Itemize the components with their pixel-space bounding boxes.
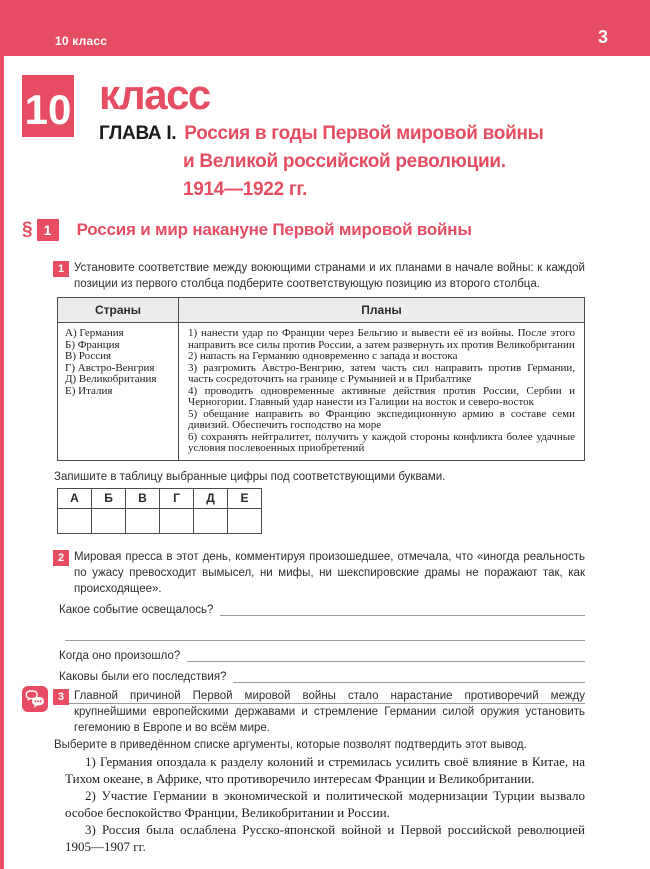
page-number: 3 [597, 27, 608, 47]
answer-letters-row [58, 488, 262, 508]
answer-cell-a[interactable] [58, 508, 92, 533]
question-row-2 [59, 647, 585, 662]
countries-cell [58, 323, 179, 461]
table-header-row [58, 298, 585, 323]
task-3-head [53, 688, 585, 736]
answer-letter: Б [92, 488, 126, 508]
plan-item: 4) проводить одновременные активные действия против России, Сербии и Черногории. Главный удар нанести из Галиции на восток и северо-восток [188, 384, 575, 408]
countries-column-header: Страны [58, 298, 179, 323]
question-row-1 [59, 601, 585, 616]
plan-item: 5) обещание направить во Францию экспедиционную армию в составе семи дивизий. Обеспечить господство на море [188, 407, 575, 431]
answer-cell-g[interactable] [160, 508, 194, 533]
option-item-1: 1) Германия опоздала к разделу колоний и стремилась усилить своё влияние в Китае, на Тихом океане, в Африке, что противоречило интересам Франции и Великобритании. [65, 754, 585, 786]
answer-cell-d[interactable] [194, 508, 228, 533]
answer-letter: В [126, 488, 160, 508]
answer-table [57, 488, 262, 534]
chapter-title-text-1: Россия в годы Первой мировой войны [184, 123, 544, 144]
table-body-row [58, 323, 585, 461]
paragraph-symbol: § [22, 219, 33, 240]
header-grade-label: 10 класс [55, 34, 108, 48]
section-title: Россия и мир накануне Первой мировой войны [76, 220, 472, 239]
chapter-title-text-3: 1914—1922 гг. [183, 179, 308, 200]
task-3-text: Главной причиной Первой мировой войны стало нарастание противоречий между крупнейшими европейскими державами и стремление Германии силой оружия установить гегемонию в Европе и во всём мире. [74, 690, 585, 734]
country-item: А) Германия [65, 327, 124, 339]
task-1 [53, 260, 585, 534]
chapter-label: ГЛАВА I. [99, 123, 177, 144]
section-number-badge: 1 [37, 219, 59, 241]
task-2-number-badge: 2 [53, 550, 69, 566]
answer-cell-e[interactable] [228, 508, 262, 533]
plans-column-header: Планы [179, 298, 585, 323]
plan-item: 6) сохранять нейтралитет, получить у каждой стороны конфликта более удачные условия послевоенных приобретений [188, 430, 575, 454]
country-item: Д) Великобритания [65, 373, 157, 385]
question-label-2: Когда оно произошло? [59, 650, 181, 662]
task-2 [53, 549, 585, 704]
question-label-3: Каковы были его последствия? [59, 671, 227, 683]
country-item: Е) Италия [65, 384, 113, 397]
answer-input-row [58, 508, 262, 533]
discussion-icon [22, 686, 48, 712]
countries-plans-table [57, 297, 585, 461]
answer-cell-b[interactable] [92, 508, 126, 533]
answer-line[interactable] [187, 647, 585, 662]
answer-letter: А [58, 488, 92, 508]
answer-letter: Д [194, 488, 228, 508]
question-label-1: Какое событие освещалось? [59, 604, 214, 616]
grade-badge: 10 [22, 75, 74, 137]
question-row-3 [59, 668, 585, 683]
answer-letter: Г [160, 488, 194, 508]
task-2-head [53, 549, 585, 597]
answer-line[interactable] [220, 601, 585, 616]
task-3 [53, 688, 585, 855]
task-1-head [53, 260, 585, 292]
task-1-note: Запишите в таблицу выбранные цифры под соответствующими буквами. [54, 470, 446, 483]
answer-cell-v[interactable] [126, 508, 160, 533]
task-1-instruction: Установите соответствие между воюющими странами и их планами в начале войны: к каждой позиции из первого столбца подберите соответствующую позицию из второго столбца. [74, 262, 585, 290]
option-item-3: 3) Россия была ослаблена Русско-японской войной и Первой российской революцией 1905—1907 гг. [65, 822, 585, 854]
task-1-number-badge: 1 [53, 261, 69, 277]
country-item: Г) Австро-Венгрия [65, 361, 155, 374]
answer-line[interactable] [65, 625, 585, 641]
task-3-number-badge: 3 [53, 689, 69, 705]
task-2-text: Мировая пресса в этот день, комментируя произошедшее, отмечала, что «иногда реальность по ужасу превосходит вымысел, ни мифы, ни шекспировские драмы не поражают так, как происходящее». [74, 551, 585, 595]
task-3-options [65, 754, 585, 855]
plans-cell [179, 323, 585, 461]
plan-item: 1) нанести удар по Франции через Бельгию и вывести её из войны. После этого направить все силы против России, а затем развернуть их против Великобритании [188, 327, 575, 351]
plan-item: 2) напасть на Германию одновременно с запада и востока [188, 350, 458, 362]
chapter-title-text-2: и Великой российской революции. [183, 151, 506, 172]
grade-word: класс [99, 71, 210, 118]
option-item-2: 2) Участие Германии в экономической и политической модернизации Турции вызвало особое беспокойство Франции, Великобритании и России. [65, 788, 585, 820]
answer-letter: Е [228, 488, 262, 508]
answer-line[interactable] [233, 668, 585, 683]
plan-item: 3) разгромить Австро-Венгрию, затем часть сил направить против Германии, часть сосредоточить на границе с Румынией и в Прибалтике [188, 361, 575, 385]
country-item: Б) Франция [65, 338, 120, 351]
country-item: В) Россия [65, 350, 112, 362]
task-3-instruction: Выберите в приведённом списке аргументы, которые позволят подтвердить этот вывод. [54, 739, 527, 751]
